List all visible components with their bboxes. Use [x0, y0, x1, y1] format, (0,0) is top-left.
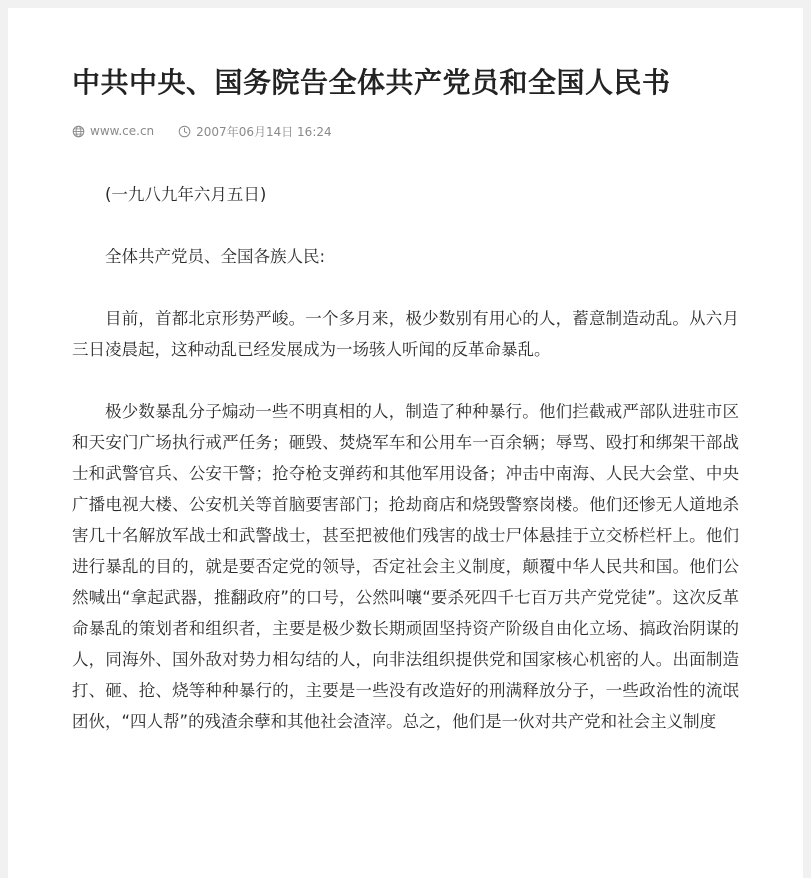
paragraph-details: 极少数暴乱分子煽动一些不明真相的人，制造了种种暴行。他们拦截戒严部队进驻市区和天安门广场执行戒严任务；砸毁、焚烧军车和公用车一百余辆；辱骂、殴打和绑架干部战士和武警官兵、公安干警；抢夺枪支弹药和其他军用设备；冲击中南海、人民大会堂、中央广播电视大楼、公安机关等首脑要害部门；抢劫商店和烧毁警察岗楼。他们还惨无人道地杀害几十名解放军战士和武警战士，甚至把被他们残害的战士尸体悬挂于立交桥栏杆上。他们进行暴乱的目的，就是要否定党的领导，否定社会主义制度，颠覆中华人民共和国。他们公然喊出“拿起武器，推翻政府”的口号，公然叫嚷“要杀死四千七百万共产党党徒”。这次反革命暴乱的策划者和组织者，主要是极少数长期顽固坚持资产阶级自由化立场、搞政治阴谋的人，同海外、国外敌对势力相勾结的人，向非法组织提供党和国家核心机密的人。出面制造打、砸、抢、烧等种种暴行的，主要是一些没有改造好的刑满释放分子，一些政治性的流氓团伙，“四人帮”的残渣余孽和其他社会渣滓。总之，他们是一伙对共产党和社会主义制度 [72, 402, 739, 731]
article-meta [72, 121, 739, 141]
paragraph-salutation: 全体共产党员、全国各族人民: [105, 247, 326, 266]
globe-icon [72, 125, 85, 138]
source-link[interactable]: www.ce.cn [90, 124, 155, 138]
clock-icon [178, 125, 191, 138]
publish-datetime: 2007年06月14日 16:24 [196, 124, 332, 139]
paragraph-situation: 目前，首都北京形势严峻。一个多月来，极少数别有用心的人，蓄意制造动乱。从六月三日凌晨起，这种动乱已经发展成为一场骇人听闻的反革命暴乱。 [72, 309, 739, 359]
article-title: 中共中央、国务院告全体共产党员和全国人民书 [72, 66, 671, 99]
article-body [72, 179, 739, 737]
time-info [178, 123, 331, 140]
paragraph-date: (一九八九年六月五日) [105, 185, 267, 204]
source-info [72, 124, 154, 138]
article-card [8, 8, 803, 878]
